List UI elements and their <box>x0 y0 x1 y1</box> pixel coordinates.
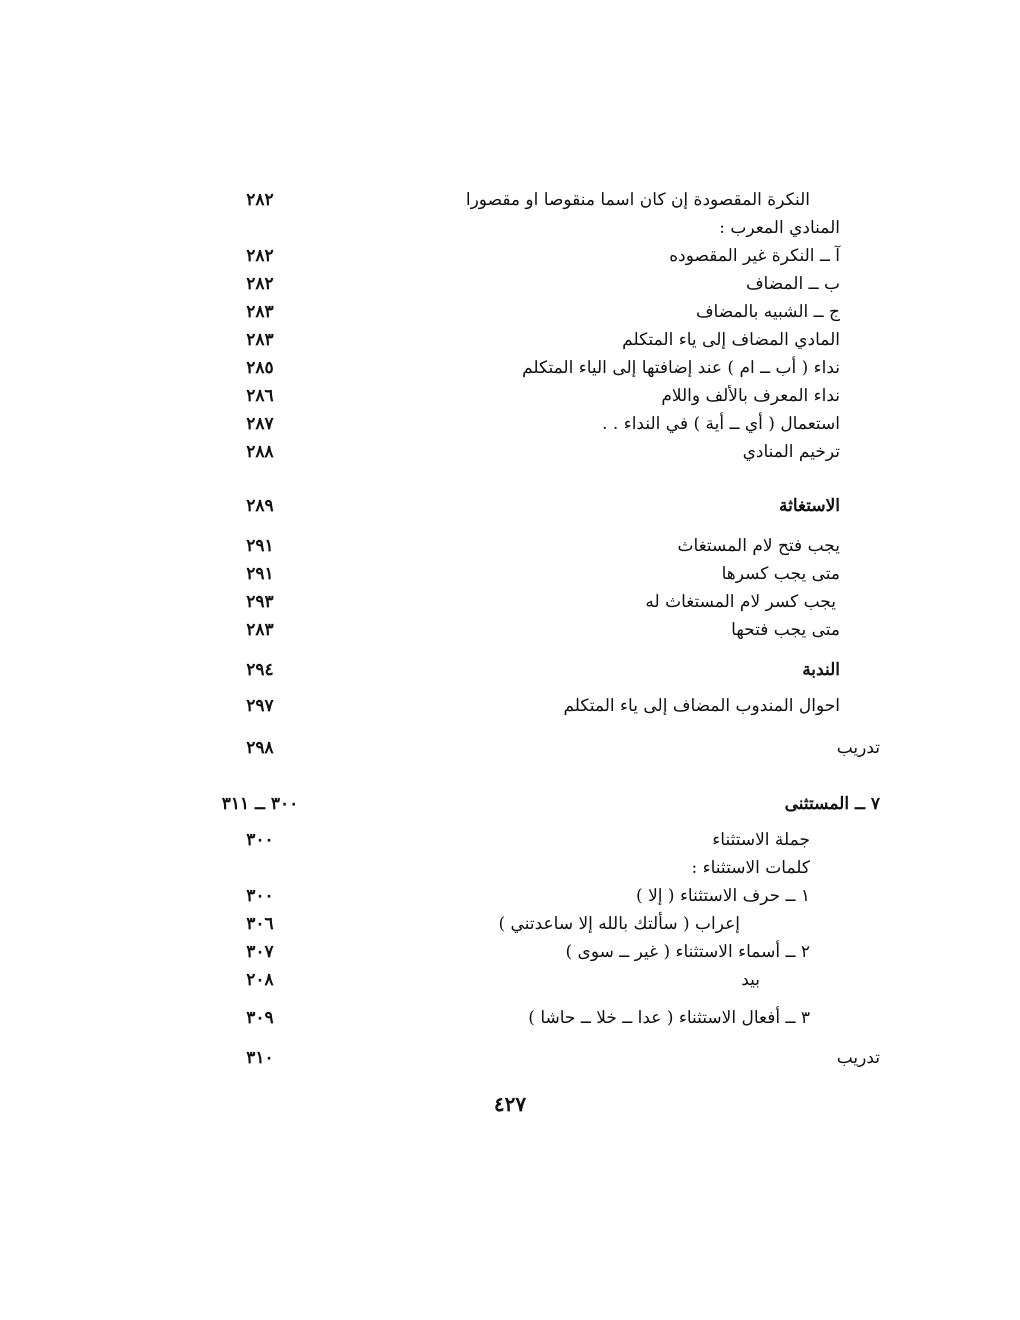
toc-entry <box>200 882 840 910</box>
toc-entry-title: نداء ( أب ــ ام ) عند إضافتها إلى الياء المتكلم <box>522 358 840 378</box>
toc-entry <box>200 492 840 520</box>
toc-entry <box>200 966 840 994</box>
toc-entry-page: ٢٩١ <box>246 536 274 556</box>
toc-entry-page: ٢٩٧ <box>246 696 274 716</box>
toc-entry <box>200 616 840 644</box>
toc-entry <box>200 1044 880 1072</box>
toc-entry <box>200 382 840 410</box>
toc-entry-page: ٢٨٣ <box>246 302 274 322</box>
toc-entry <box>200 910 840 938</box>
toc-entry-title: يجب كسر لام المستغاث له <box>645 592 836 612</box>
toc-entry <box>200 410 840 438</box>
toc-entry <box>200 588 840 616</box>
toc-entry-page: ٢٨٦ <box>246 386 274 406</box>
toc-entry <box>200 532 840 560</box>
toc-entry <box>200 326 840 354</box>
toc-entry-title: يجب فتح لام المستغاث <box>677 536 840 556</box>
toc-entry-title: ج ــ الشبيه بالمضاف <box>695 302 840 322</box>
toc-entry <box>200 242 840 270</box>
toc-entry-title: ٧ ــ المستثنى <box>784 794 880 814</box>
toc-entry <box>200 1004 840 1032</box>
page-number: ٤٢٧ <box>493 1092 527 1116</box>
toc-entry-page: ٢٨٣ <box>246 330 274 350</box>
toc-entry <box>200 656 840 684</box>
toc-entry-page: ٢٠٨ <box>246 970 274 990</box>
toc-entry-title: متى يجب كسرها <box>721 564 840 584</box>
toc-entry-title: نداء المعرف بالألف واللام <box>661 386 840 406</box>
toc-entry-page: ٢٨٧ <box>246 414 274 434</box>
toc-entry-page: ٣٠٧ <box>246 942 274 962</box>
toc-entry <box>200 298 840 326</box>
toc-entry <box>200 826 840 854</box>
toc-entry-page: ٣١٠ <box>246 1048 274 1068</box>
toc-entry-page: ٢٨٨ <box>246 442 274 462</box>
toc-entry <box>200 790 880 818</box>
toc-entry-page: ٢٨٢ <box>246 246 274 266</box>
toc-entry-title: جملة الاستثناء <box>712 830 810 850</box>
toc-entry-title: بيد <box>741 970 760 990</box>
toc-entry <box>200 186 840 214</box>
toc-entry-page: ٢٨٢ <box>246 274 274 294</box>
toc-entry-title: متى يجب فتحها <box>731 620 840 640</box>
toc-entry-page: ٣٠٠ <box>246 830 274 850</box>
toc-entry-title: المادي المضاف إلى ياء المتكلم <box>622 330 840 350</box>
toc-entry <box>200 438 840 466</box>
toc-entry-title: ٣ ــ أفعال الاستثناء ( عدا ــ خلا ــ حاشا ) <box>528 1008 810 1028</box>
toc-entry <box>200 214 840 242</box>
toc-entry-title: النكرة المقصودة إن كان اسما منقوصا او مقصورا <box>465 190 810 210</box>
toc-entry-title: ١ ــ حرف الاستثناء ( إلا ) <box>636 886 810 906</box>
toc-entry-page: ٣٠٠ <box>246 886 274 906</box>
toc-entry-title: تدريب <box>836 738 880 758</box>
toc-entry-page: ٢٨٣ <box>246 620 274 640</box>
toc-entry-title: آ ــ النكرة غير المقصوده <box>669 246 840 266</box>
toc-entry-page: ٣٠٦ <box>246 914 274 934</box>
toc-entry <box>200 354 840 382</box>
toc-entry-title: تدريب <box>836 1048 880 1068</box>
toc-entry-title: الندبة <box>802 660 840 680</box>
toc-entry-title: ٢ ــ أسماء الاستثناء ( غير ــ سوى ) <box>565 942 810 962</box>
toc-entry-title: ب ــ المضاف <box>745 274 840 294</box>
toc-entry-page: ٢٩٤ <box>246 660 274 680</box>
toc-entry <box>200 938 840 966</box>
toc-entry-page: ٢٨٢ <box>246 190 274 210</box>
toc-entry-title: احوال المندوب المضاف إلى ياء المتكلم <box>563 696 840 716</box>
toc-entry-page: ٢٩٨ <box>246 738 274 758</box>
toc-entry <box>200 560 840 588</box>
toc-entry <box>200 270 840 298</box>
toc-entry-page: ٢٨٩ <box>246 496 274 516</box>
toc-entry-page: ٢٩٣ <box>246 592 274 612</box>
toc-entry-page: ٣٠٩ <box>246 1008 274 1028</box>
toc-entry-title: كلمات الاستثناء : <box>691 858 810 878</box>
toc-entry-page: ٢٨٥ <box>246 358 274 378</box>
toc-entry-page: ٢٩١ <box>246 564 274 584</box>
toc-entry <box>200 692 840 720</box>
toc-entry-title: إعراب ( سألتك بالله إلا ساعدتني ) <box>498 914 740 934</box>
toc-entry-title: استعمال ( أي ــ أية ) في النداء . . <box>602 414 840 434</box>
toc-entry <box>200 854 840 882</box>
toc-entry-page: ٣٠٠ ــ ٣١١ <box>221 794 299 814</box>
toc-entry-title: الاستغاثة <box>778 496 840 516</box>
toc-entry-title: ترخيم المنادي <box>742 442 840 462</box>
toc-entry <box>200 734 880 762</box>
toc-entry-title: المنادي المعرب : <box>719 218 840 238</box>
